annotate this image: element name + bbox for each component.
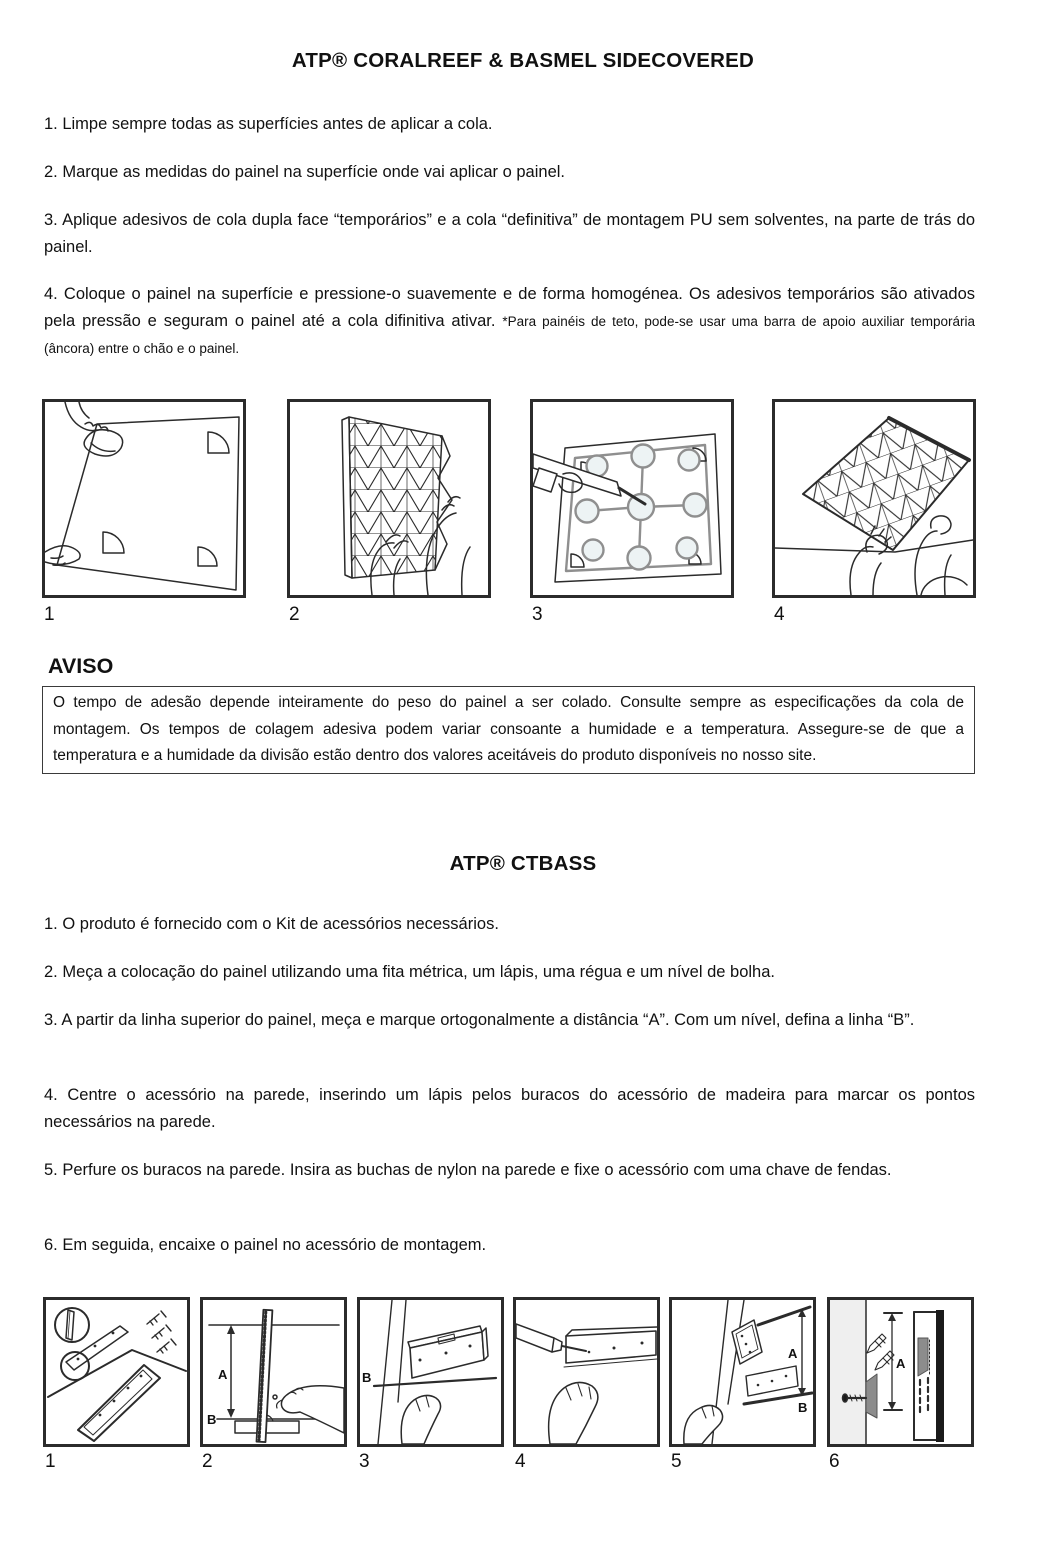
section2-step-2: 2. Meça a colocação do painel utilizando uma fita métrica, um lápis, uma régua e um nível de bolha.: [44, 963, 775, 981]
section1-title: ATP® CORALREEF & BASMEL SIDECOVERED: [291, 49, 755, 72]
dimension-label-a: A: [896, 1356, 906, 1371]
section2-step-4: 4. Centre o acessório na parede, inserindo um lápis pelos buracos do acessório de madeira para marcar os pontos necessários na parede.: [44, 1086, 975, 1131]
section1-step-4: [44, 281, 975, 362]
figure-box-mark-holes: [513, 1297, 660, 1447]
figure3-number: 3: [532, 604, 543, 625]
section2-step-1: 1. O produto é fornecido com o Kit de acessórios necessários.: [44, 915, 499, 933]
figure6-number: 2: [202, 1451, 213, 1472]
section2-step-6: 6. Em seguida, encaixe o painel no acessório de montagem.: [44, 1236, 487, 1254]
warning-box: O tempo de adesão depende inteiramente do peso do painel a ser colado. Consulte sempre as especificações da cola de montagem. Os tempos de colagem adesiva podem variar consoante a humidade e a temperatura. Assegure-se de que a temperatura e a humidade da divisão estão dentro dos valores aceitáveis do produto disponíveis no nosso site.: [42, 686, 975, 774]
mounting-kit-illustration: [46, 1300, 187, 1444]
cleat-on-line-illustration: [360, 1300, 501, 1444]
section1-step-2: 2. Marque as medidas do painel na superfície onde vai aplicar o painel.: [44, 163, 565, 181]
figure9-number: 5: [671, 1451, 682, 1472]
figure-box-cleat-on-line: [357, 1297, 504, 1447]
section2-step-5: 5. Perfure os buracos na parede. Insira as buchas de nylon na parede e fixe o acessório com uma chave de fendas.: [44, 1161, 892, 1179]
figure10-number: 6: [829, 1451, 840, 1472]
dimension-label-b: B: [207, 1412, 217, 1427]
hang-panel-illustration: [830, 1300, 971, 1444]
section1-step-3: 3. Aplique adesivos de cola dupla face “temporários” e a cola “definitiva” de montagem PU sem solventes, na parte de trás do painel.: [44, 211, 975, 256]
figure-box-press-panel: [772, 399, 976, 598]
fix-cleats-illustration: [672, 1300, 813, 1444]
section1-step-4-text: 4. Coloque o painel na superfície e pressione-o suavemente e de forma homogénea. Os adesivos temporários são ativados pela pressão e seguram o painel até a cola difinitiva ativar.: [44, 285, 975, 330]
figure-box-hold-panel: [287, 399, 491, 598]
figure8-number: 4: [515, 1451, 526, 1472]
figure1-number: 1: [44, 604, 55, 625]
press-panel-illustration: [775, 402, 973, 595]
figure-box-fix-cleats: [669, 1297, 816, 1447]
warning-title: AVISO: [48, 654, 114, 678]
figure7-number: 3: [359, 1451, 370, 1472]
section1-step-4-note: *Para painéis de teto, pode-se usar uma barra de apoio auxiliar temporária (âncora) entre o chão e o painel.: [44, 314, 976, 356]
dimension-label-b: B: [798, 1400, 808, 1415]
dimension-label-b: B: [362, 1370, 372, 1385]
figure2-number: 2: [289, 604, 300, 625]
figure-box-measure: [200, 1297, 347, 1447]
dimension-label-a: A: [788, 1346, 798, 1361]
dimension-label-a: A: [218, 1367, 228, 1382]
figure-box-apply-glue: [530, 399, 734, 598]
hold-panel-illustration: [290, 402, 488, 595]
section1-step-1: 1. Limpe sempre todas as superfícies antes de aplicar a cola.: [44, 115, 493, 133]
mark-holes-illustration: [516, 1300, 657, 1444]
figure-box-clean-panel: [42, 399, 246, 598]
section2-step-3: 3. A partir da linha superior do painel, meça e marque ortogonalmente a distância “A”. Com um nível, defina a linha “B”.: [44, 1011, 915, 1029]
figure-box-hang-panel: [827, 1297, 974, 1447]
figure5-number: 1: [45, 1451, 56, 1472]
section2-title: ATP® CTBASS: [449, 852, 597, 875]
measure-illustration: [203, 1300, 344, 1444]
apply-glue-illustration: [533, 402, 731, 595]
figure4-number: 4: [774, 604, 785, 625]
clean-panel-illustration: [45, 402, 243, 595]
figure-box-kit: [43, 1297, 190, 1447]
